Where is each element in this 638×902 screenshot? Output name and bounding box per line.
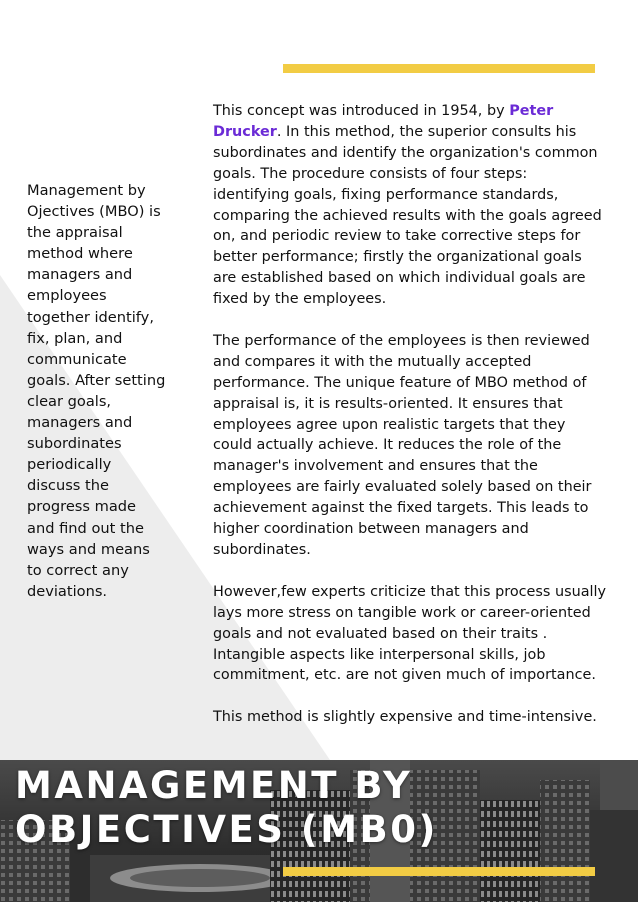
bottom-accent-bar [283, 867, 595, 876]
sidebar-summary: Management by Ojectives (MBO) is the appraisal method where managers and employees together identify, fix, plan, and communicate goals. After setting clear goals, managers and subordinates periodically discuss the progress made and find out the ways and means to correct any deviations. [27, 182, 166, 600]
top-accent-bar [283, 64, 595, 73]
paragraph-2: The performance of the employees is then reviewed and compares it with the mutually accepted performance. The unique feature of MBO method of appraisal is, it is results-oriented. It ensures that employees agree upon realistic targets that they could actually achieve. It reduces the role of the manager's involvement and ensures that the employees are fairly evaluated solely based on their achievement against the fixed targets. This leads to higher coordination between managers and subordinates. [213, 332, 592, 559]
paragraph-1-intro: This concept was introduced in 1954, by [213, 103, 510, 119]
page-title: MANAGEMENT BY OBJECTIVES (MB0) [15, 764, 438, 851]
main-body [213, 101, 631, 749]
paragraph-4: This method is slightly expensive and time-intensive. [213, 709, 597, 726]
city-banner [0, 760, 638, 902]
peter-drucker-highlight: Peter Drucker [213, 103, 554, 140]
paragraph-3: However,few experts criticize that this process usually lays more stress on tangible work or career-oriented goals and not evaluated based on their traits . Intangible aspects like interpersonal skills, job commitment, etc. are not given much of importance. [213, 583, 607, 684]
paragraph-1 [213, 101, 631, 310]
paragraph-1-rest: . In this method, the superior consults his subordinates and identify the organization's common goals. The procedure consists of four steps: identifying goals, fixing performance standards, comparing the achieved results with the goals agreed on, and periodic review to take corrective steps for better performance; firstly the organizational goals are established based on which individual goals are fixed by the employees. [213, 123, 602, 308]
